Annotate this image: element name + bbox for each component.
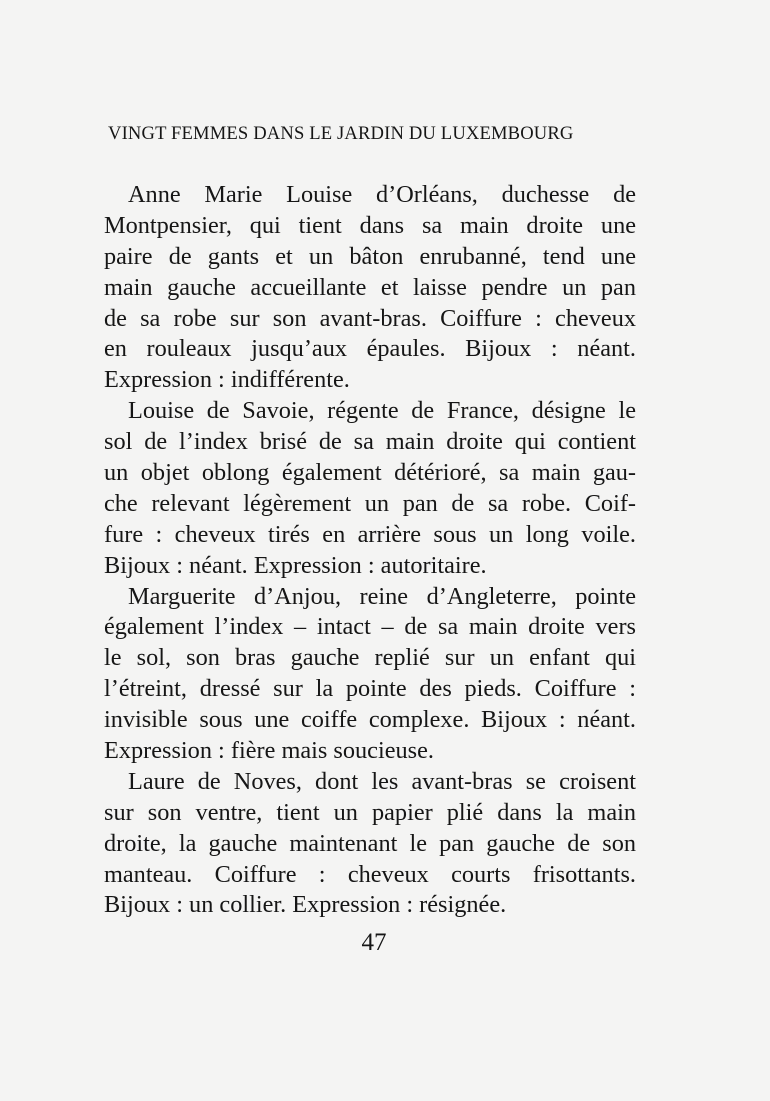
text-line: Anne Marie Louise d’Orléans, duchesse de (128, 181, 636, 208)
text-line: Expression : fière mais soucieuse. (104, 737, 434, 765)
text-line: l’étreint, dressé sur la pointe des pieds. Coiffure : (104, 675, 636, 703)
body-text (104, 180, 636, 921)
text-line: Louise de Savoie, régente de France, désigne le (128, 397, 636, 425)
text-line: invisible sous une coiffe complexe. Bijoux : néant. (104, 706, 636, 734)
running-head: VINGT FEMMES DANS LE JARDIN DU LUXEMBOURG (108, 123, 574, 144)
page-number: 47 (361, 929, 387, 956)
text-line: sur son ventre, tient un papier plié dans la main (104, 798, 636, 826)
paragraph-noves (104, 767, 636, 921)
text-line: le sol, son bras gauche replié sur un enfant qui (104, 644, 636, 672)
text-line: en rouleaux jusqu’aux épaules. Bijoux : néant. (104, 335, 636, 363)
text-line: main gauche accueillante et laisse pendre un pan (104, 273, 636, 301)
text-line: Bijoux : néant. Expression : autoritaire. (104, 551, 487, 579)
text-line: un objet oblong également détérioré, sa main gau- (104, 459, 636, 487)
paragraph-savoie (104, 396, 636, 581)
text-line: che relevant légèrement un pan de sa robe. Coif- (104, 489, 636, 517)
text-line: Expression : indifférente. (104, 366, 350, 394)
text-line: manteau. Coiffure : cheveux courts frisottants. (104, 860, 636, 888)
text-line: sol de l’index brisé de sa main droite qui contient (104, 428, 636, 456)
paragraph-anjou (104, 582, 636, 767)
text-line: de sa robe sur son avant-bras. Coiffure : cheveux (104, 304, 636, 332)
text-line: Bijoux : un collier. Expression : résignée. (104, 891, 507, 919)
text-line: également l’index – intact – de sa main droite vers (104, 613, 636, 641)
text-line: Laure de Noves, dont les avant-bras se croisent (128, 767, 636, 795)
text-line: paire de gants et un bâton enrubanné, tend une (104, 242, 636, 270)
text-line: Marguerite d’Anjou, reine d’Angleterre, pointe (128, 582, 636, 610)
text-line: fure : cheveux tirés en arrière sous un long voile. (104, 520, 636, 548)
text-line: Montpensier, qui tient dans sa main droite une (104, 211, 636, 239)
paragraph-montpensier (104, 180, 636, 396)
text-line: droite, la gauche maintenant le pan gauche de son (104, 829, 636, 857)
